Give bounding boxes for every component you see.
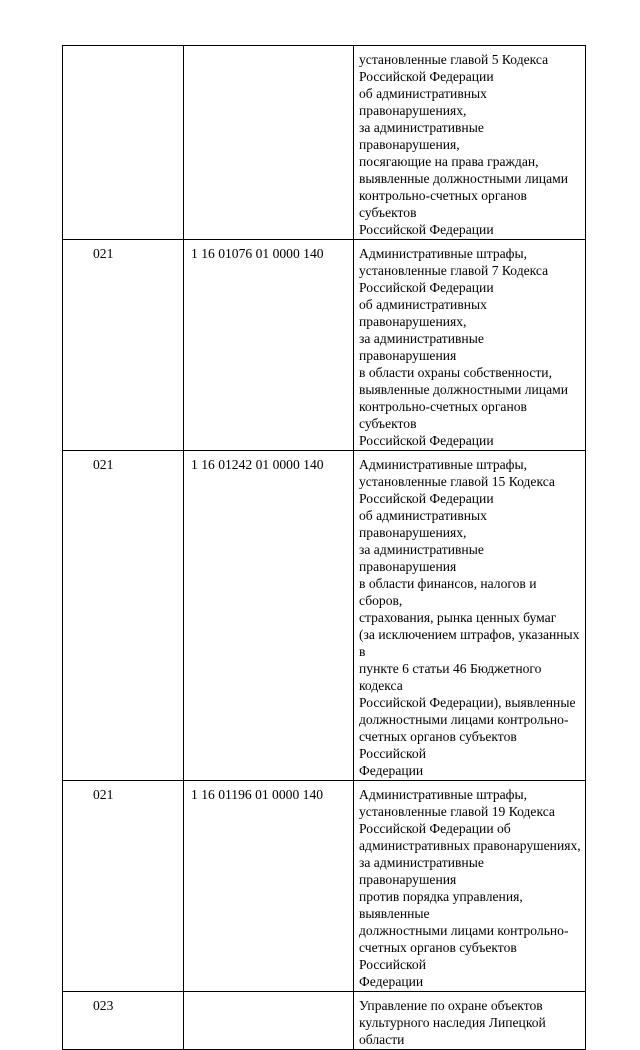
admin-code-cell: 021 [63,451,184,781]
kbk-code-cell: 1 16 01196 01 0000 140 [184,781,354,992]
admin-code-cell: 023 [63,992,184,1050]
description-cell: Управление по охране объектов культурного наследия Липецкой области [354,992,586,1050]
table-row [63,240,586,451]
description-cell: установленные главой 5 Кодекса Российской Федерации об административных правонарушениях, за административные правонарушения, посягающие на права граждан, выявленные должностными лицами контрольно-счетных органов субъектов Российской Федерации [354,46,586,240]
budget-codes-table [62,45,586,1050]
table-row [63,46,586,240]
kbk-code-cell [184,46,354,240]
description-cell: Административные штрафы, установленные главой 19 Кодекса Российской Федерации об административных правонарушениях, за административные правонарушения против порядка управления, выявленные должностными лицами контрольно- счетных органов субъектов Российской Федерации [354,781,586,992]
admin-code-cell [63,46,184,240]
kbk-code-cell: 1 16 01242 01 0000 140 [184,451,354,781]
kbk-code-cell: 1 16 01076 01 0000 140 [184,240,354,451]
table-row [63,451,586,781]
admin-code-cell: 021 [63,240,184,451]
description-cell: Административные штрафы, установленные главой 7 Кодекса Российской Федерации об административных правонарушениях, за административные правонарушения в области охраны собственности, выявленные должностными лицами контрольно-счетных органов субъектов Российской Федерации [354,240,586,451]
table-row [63,992,586,1050]
table-row [63,781,586,992]
kbk-code-cell [184,992,354,1050]
description-cell: Административные штрафы, установленные главой 15 Кодекса Российской Федерации об административных правонарушениях, за административные правонарушения в области финансов, налогов и сборов, страхования, рынка ценных бумаг (за исключением штрафов, указанных в пункте 6 статьи 46 Бюджетного кодекса Российской Федерации), выявленные должностными лицами контрольно- счетных органов субъектов Российской Федерации [354,451,586,781]
admin-code-cell: 021 [63,781,184,992]
